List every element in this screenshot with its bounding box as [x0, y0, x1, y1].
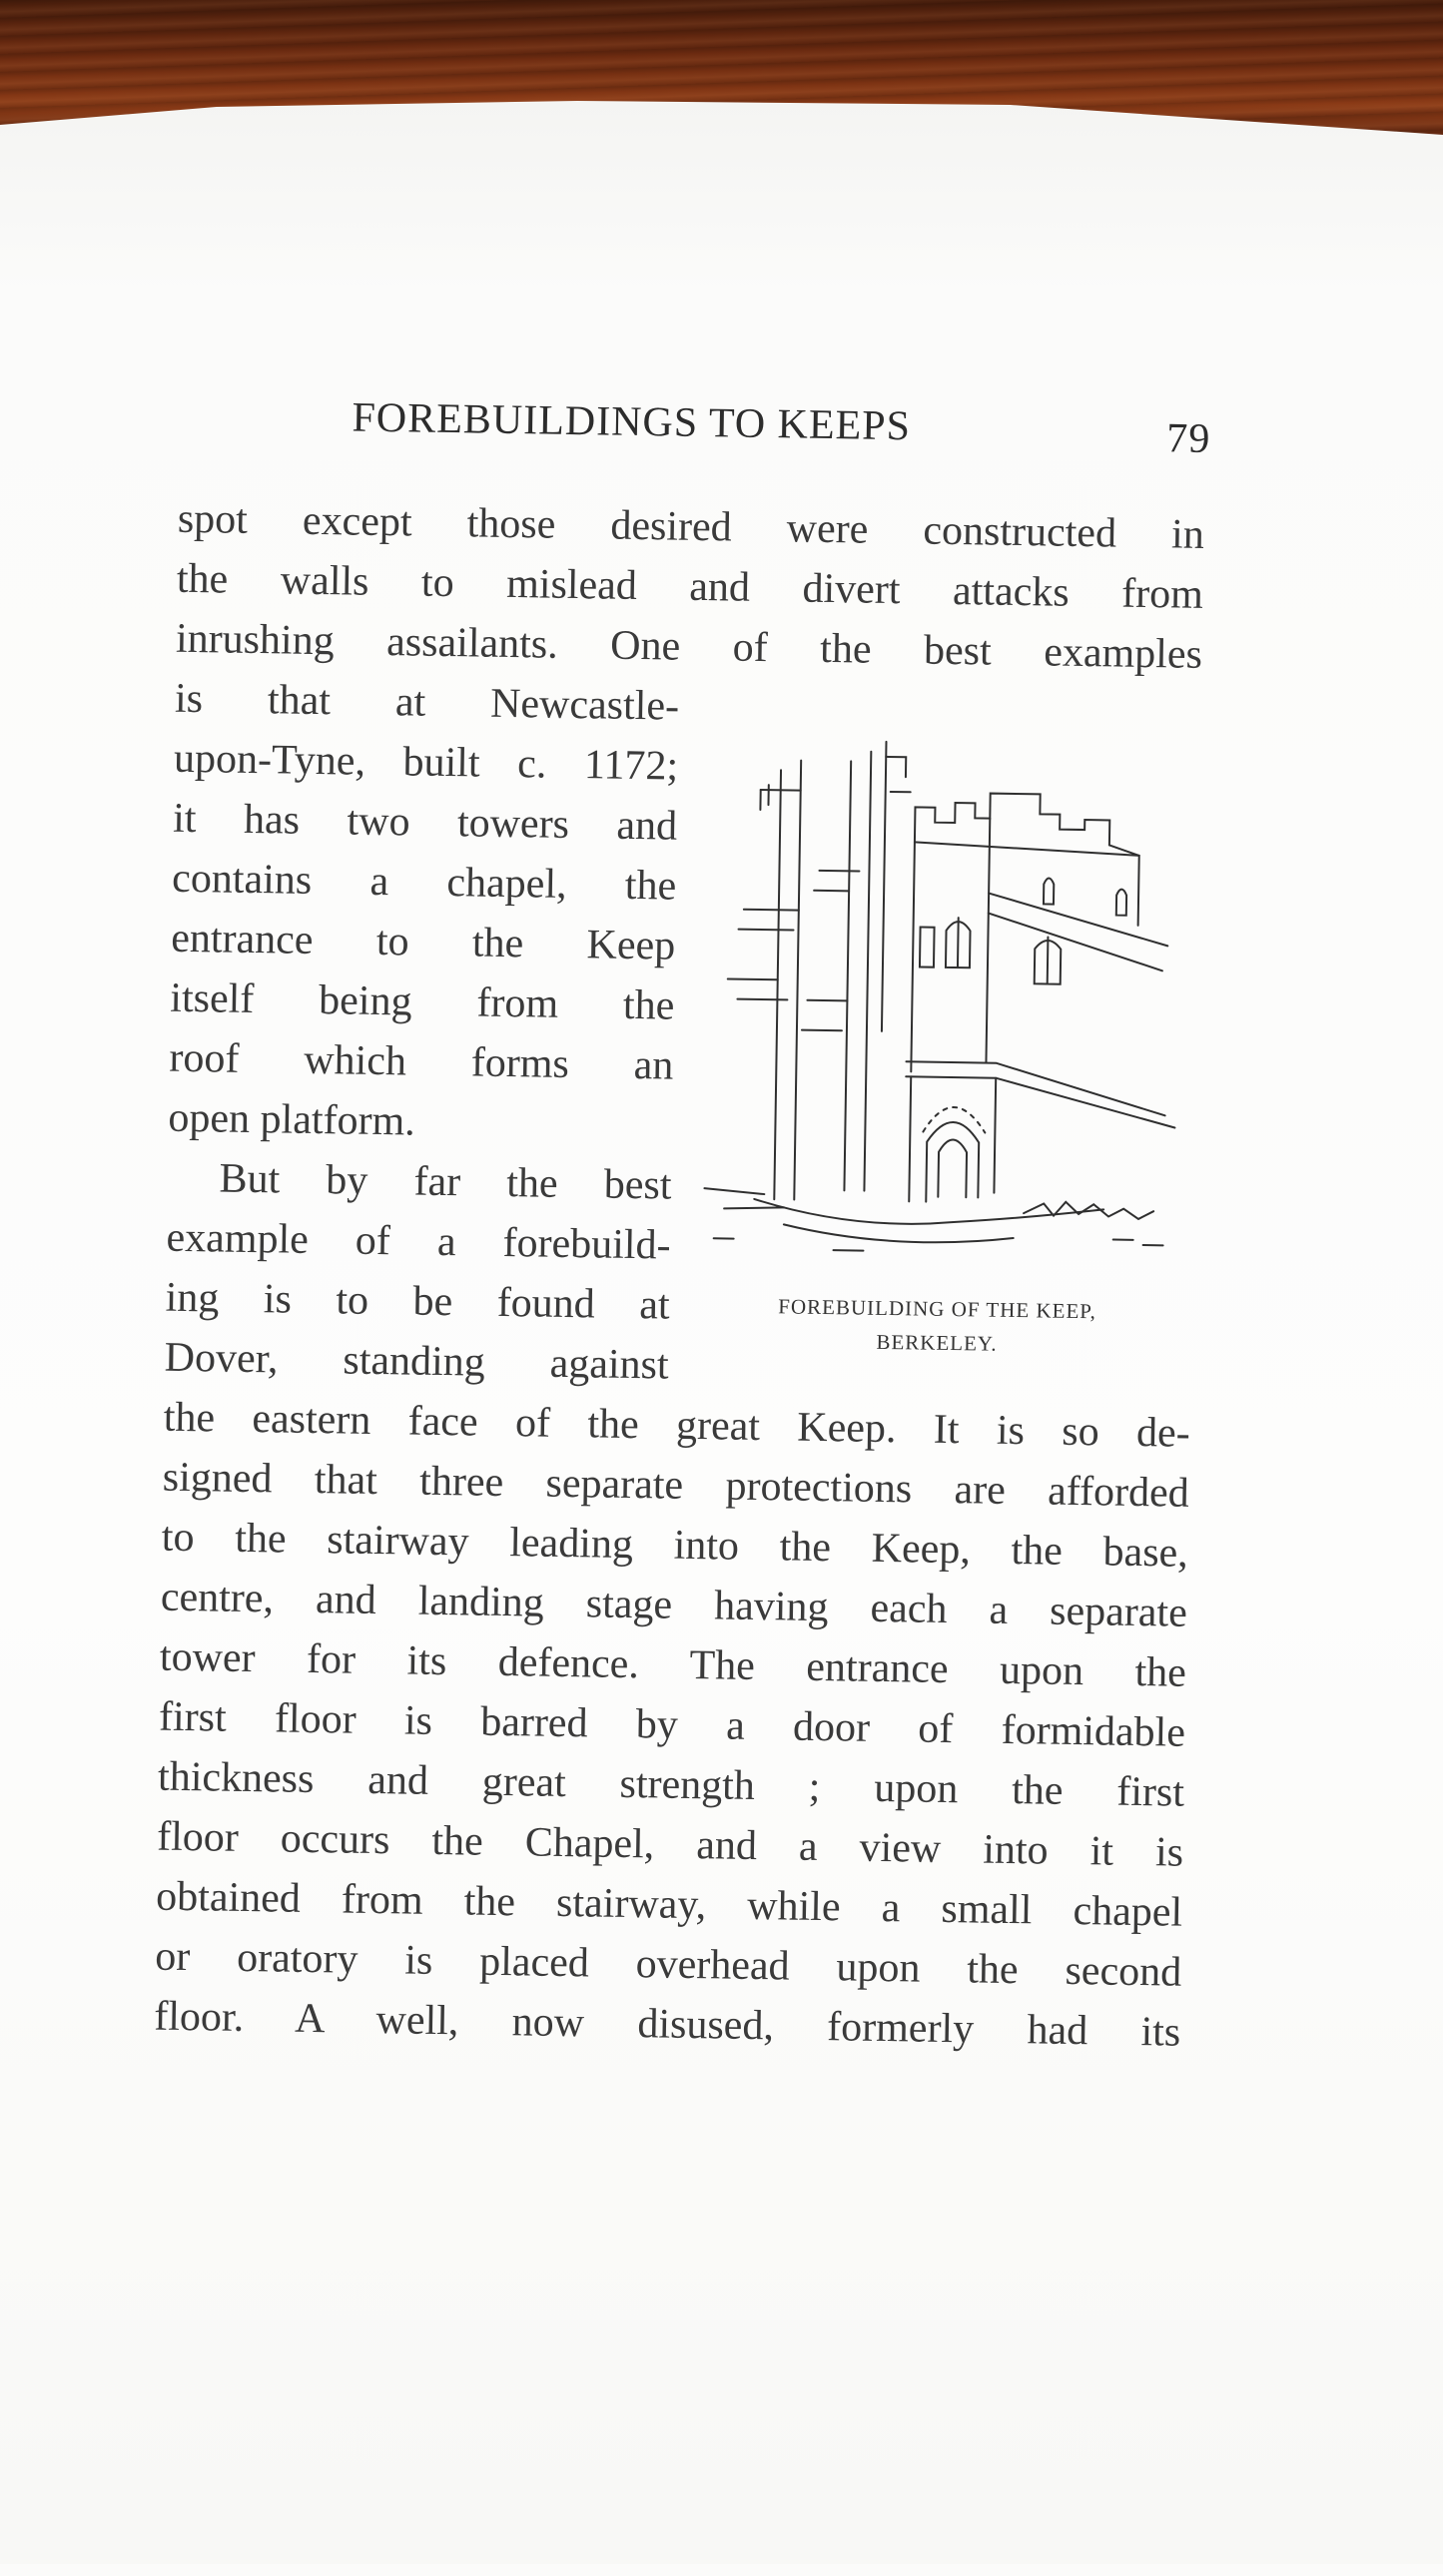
text-line: upon-Tyne, built c. 1172;	[173, 735, 679, 790]
text-line: obtained from the stairway, while a small chapel	[155, 1873, 1183, 1936]
text-line: example of a forebuild-	[166, 1214, 671, 1269]
text-line: centre, and landing stage having each a separate	[160, 1574, 1188, 1636]
text-line: Dover, standing against	[164, 1334, 670, 1389]
text-line: or oratory is placed overhead upon the second	[154, 1933, 1182, 1996]
page-title: FOREBUILDINGS TO KEEPS	[352, 394, 912, 450]
text-line: the eastern face of the great Keep. It is so de-	[163, 1394, 1191, 1457]
text-line: open platform.	[168, 1094, 416, 1145]
text-line: to the stairway leading into the Keep, the base,	[161, 1514, 1189, 1577]
text-line: tower for its defence. The entrance upon the	[159, 1633, 1187, 1696]
text-line: But by far the best	[219, 1155, 672, 1209]
text-line: ing is to be found at	[165, 1274, 670, 1329]
running-header	[352, 393, 1211, 462]
text-line: inrushing assailants. One of the best examples	[175, 615, 1203, 678]
text-line: thickness and great strength ; upon the first	[157, 1753, 1185, 1816]
text-line: signed that three separate protections are afforded	[162, 1454, 1190, 1517]
figure-caption	[692, 1288, 1182, 1364]
text-line: itself being from the	[170, 974, 675, 1029]
text-line: entrance to the Keep	[170, 915, 676, 969]
page-number: 79	[1165, 415, 1211, 462]
text-line: first floor is barred by a door of formidable	[158, 1693, 1186, 1756]
text-line: floor occurs the Chapel, and a view into it is	[156, 1813, 1184, 1876]
text-line: roof which forms an	[169, 1034, 674, 1089]
text-line: the walls to mislead and divert attacks from	[176, 555, 1204, 618]
caption-line: BERKELEY.	[876, 1329, 998, 1356]
text-line: is that at Newcastle-	[174, 675, 680, 730]
text-line: spot except those desired were constructed in	[177, 495, 1205, 558]
text-line: it has two towers and	[172, 795, 678, 850]
text-line: contains a chapel, the	[171, 855, 677, 910]
text-line: floor. A well, now disused, formerly had its	[153, 1993, 1181, 2056]
caption-line: FOREBUILDING OF THE KEEP,	[778, 1294, 1097, 1324]
keep-forebuilding-illustration	[693, 729, 1190, 1276]
